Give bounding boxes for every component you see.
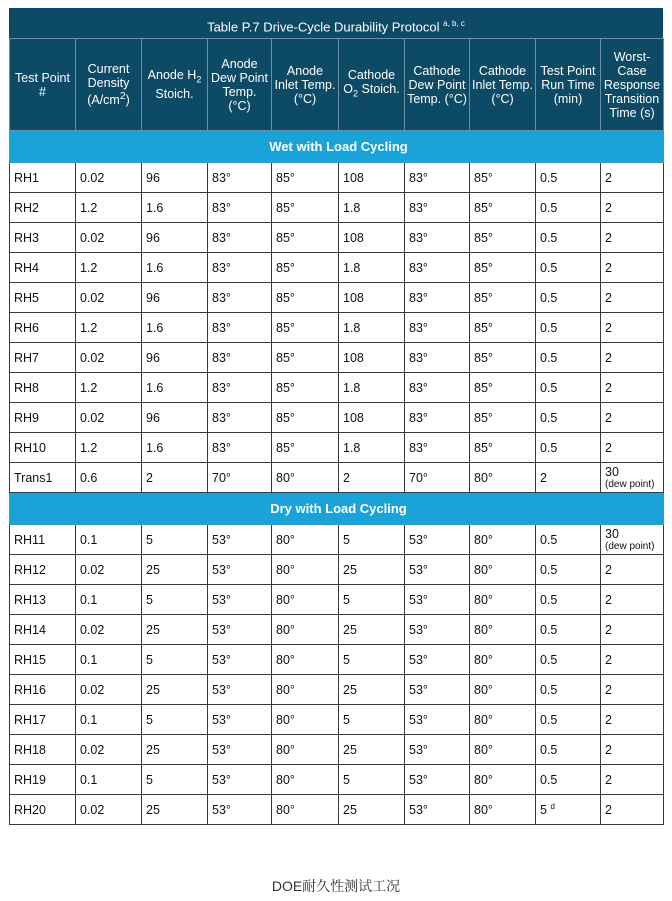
table-cell: 0.02	[76, 403, 142, 433]
table-row	[10, 585, 664, 615]
table-cell: 2	[601, 373, 664, 403]
table-cell: 53°	[405, 705, 470, 735]
table-cell: 25	[142, 735, 208, 765]
table-cell: 83°	[405, 373, 470, 403]
table-cell: 83°	[405, 343, 470, 373]
table-cell: 5	[142, 645, 208, 675]
table-cell: 108	[339, 163, 405, 193]
table-cell: 1.2	[76, 313, 142, 343]
table-cell: RH20	[10, 795, 76, 825]
table-cell: 53°	[405, 675, 470, 705]
table-cell: 80°	[272, 555, 339, 585]
table-row	[10, 313, 664, 343]
column-header-text-suffix: Stoich.	[358, 82, 400, 97]
table-cell: 80°	[470, 705, 536, 735]
cell-value: 30	[605, 464, 619, 479]
table-cell: 2	[339, 463, 405, 493]
table-cell: 83°	[208, 283, 272, 313]
table-cell: 2	[601, 283, 664, 313]
table-row	[10, 463, 664, 493]
table-title-text: Table P.7 Drive-Cycle Durability Protocol	[207, 19, 440, 35]
table-cell: 80°	[272, 795, 339, 825]
table-row	[10, 525, 664, 555]
cell-value: 30	[605, 526, 619, 541]
table-cell: 5	[339, 765, 405, 795]
table-cell: 70°	[208, 463, 272, 493]
column-header	[339, 39, 405, 131]
table-cell: RH7	[10, 343, 76, 373]
table-cell: 1.8	[339, 433, 405, 463]
table-cell: 53°	[208, 705, 272, 735]
table-cell: 85°	[272, 223, 339, 253]
table-cell: 96	[142, 403, 208, 433]
table-cell: 80°	[272, 615, 339, 645]
table-row	[10, 193, 664, 223]
table-cell: RH15	[10, 645, 76, 675]
table-cell: 108	[339, 343, 405, 373]
table-cell: 0.02	[76, 343, 142, 373]
table-cell: 0.1	[76, 705, 142, 735]
table-cell: RH11	[10, 525, 76, 555]
table-cell: 0.5	[536, 615, 601, 645]
table-cell: 53°	[405, 795, 470, 825]
table-cell: 53°	[208, 555, 272, 585]
cell-value: 5	[540, 803, 547, 818]
column-header-text: Anode H	[147, 68, 197, 83]
table-cell: 80°	[272, 675, 339, 705]
table-cell: 25	[339, 795, 405, 825]
table-row	[10, 675, 664, 705]
table-cell: 85°	[272, 193, 339, 223]
table-cell: 83°	[405, 253, 470, 283]
table-cell: 83°	[405, 313, 470, 343]
table-cell: 80°	[272, 735, 339, 765]
table-cell: 85°	[470, 283, 536, 313]
table-cell: RH2	[10, 193, 76, 223]
table-row	[10, 403, 664, 433]
table-cell: 1.8	[339, 313, 405, 343]
table-cell: 1.2	[76, 433, 142, 463]
table-cell: 80°	[470, 735, 536, 765]
cell-footnote: d	[550, 801, 555, 811]
table-cell: 80°	[470, 615, 536, 645]
table-cell: 53°	[405, 645, 470, 675]
table-cell: 2	[601, 555, 664, 585]
table-cell: 5	[339, 585, 405, 615]
table-cell: 0.5	[536, 585, 601, 615]
table-cell: 2	[601, 223, 664, 253]
column-header	[470, 39, 536, 131]
table-cell: 83°	[208, 373, 272, 403]
table-cell: 53°	[208, 795, 272, 825]
table-cell: 25	[339, 615, 405, 645]
table-cell: 108	[339, 283, 405, 313]
table-cell: 25	[339, 555, 405, 585]
table-row	[10, 433, 664, 463]
table-cell: RH10	[10, 433, 76, 463]
table-cell: 53°	[208, 585, 272, 615]
table-cell: 83°	[405, 433, 470, 463]
column-header	[405, 39, 470, 131]
table-cell: 80°	[272, 645, 339, 675]
table-cell: 2	[601, 615, 664, 645]
table-cell: 1.2	[76, 193, 142, 223]
table-cell: 53°	[405, 615, 470, 645]
column-header-text: Current Density (A/cm	[87, 61, 130, 108]
table-cell: 0.1	[76, 525, 142, 555]
table-cell: 1.6	[142, 313, 208, 343]
table-cell: 2	[601, 253, 664, 283]
cell-note: (dew point)	[605, 478, 655, 490]
table-cell: 2	[601, 645, 664, 675]
table-cell: 2	[601, 795, 664, 825]
table-cell: 2	[536, 463, 601, 493]
table-cell: 2	[601, 585, 664, 615]
table-cell: 5	[142, 765, 208, 795]
table-row	[10, 163, 664, 193]
table-cell: 80°	[470, 555, 536, 585]
table-cell: 80°	[470, 795, 536, 825]
table-cell: 85°	[470, 163, 536, 193]
column-header-text-suffix: )	[125, 93, 130, 108]
table-cell: 80°	[470, 463, 536, 493]
section-row	[10, 131, 664, 163]
table-cell: 53°	[208, 615, 272, 645]
table-cell: 0.02	[76, 615, 142, 645]
table-cell: 2	[601, 163, 664, 193]
table-row	[10, 283, 664, 313]
table-row	[10, 735, 664, 765]
table-cell: RH1	[10, 163, 76, 193]
table-row	[10, 555, 664, 585]
table-cell: 70°	[405, 463, 470, 493]
table-cell: 0.02	[76, 795, 142, 825]
table-cell: RH13	[10, 585, 76, 615]
table-row	[10, 765, 664, 795]
table-cell: 85°	[272, 373, 339, 403]
section-label: Wet with Load Cycling	[10, 131, 664, 163]
table-cell: 85°	[272, 403, 339, 433]
table-cell: 0.5	[536, 163, 601, 193]
table-cell: 0.5	[536, 675, 601, 705]
column-header-text: Test Point #	[15, 70, 70, 99]
durability-protocol-table	[9, 38, 664, 825]
table-header-row	[10, 39, 664, 131]
table-row	[10, 705, 664, 735]
column-header-superscript: 2	[119, 90, 126, 102]
table-row	[10, 343, 664, 373]
column-header	[10, 39, 76, 131]
column-header	[272, 39, 339, 131]
table-cell: 2	[601, 705, 664, 735]
table-cell: 0.1	[76, 585, 142, 615]
table-cell: 1.6	[142, 373, 208, 403]
table-cell: 0.5	[536, 253, 601, 283]
table-cell: 25	[142, 675, 208, 705]
table-cell: 25	[142, 615, 208, 645]
table-cell: 0.02	[76, 223, 142, 253]
table-cell: 96	[142, 283, 208, 313]
table-row	[10, 615, 664, 645]
table-cell: 0.5	[536, 433, 601, 463]
table-cell: 80°	[272, 765, 339, 795]
table-cell: RH3	[10, 223, 76, 253]
figure-caption: DOE耐久性测试工况	[271, 878, 401, 894]
table-cell: 0.02	[76, 163, 142, 193]
table-cell: 80°	[470, 675, 536, 705]
table-cell: 96	[142, 343, 208, 373]
table-cell: 25	[142, 555, 208, 585]
table-cell: 2	[601, 313, 664, 343]
table-cell: 0.5	[536, 283, 601, 313]
column-header-text-suffix: Stoich.	[155, 86, 194, 101]
table-cell: 96	[142, 223, 208, 253]
table-row	[10, 795, 664, 825]
table-cell: 25	[339, 735, 405, 765]
table-cell: 85°	[470, 373, 536, 403]
table-cell: 83°	[208, 433, 272, 463]
table-cell: RH4	[10, 253, 76, 283]
table-cell: 83°	[405, 163, 470, 193]
table-cell: 80°	[272, 585, 339, 615]
column-header	[601, 39, 664, 131]
table-cell: 85°	[272, 313, 339, 343]
column-header-text: Cathode Inlet Temp. (°C)	[472, 63, 533, 106]
table-cell: 85°	[272, 283, 339, 313]
table-cell: 83°	[208, 313, 272, 343]
table-cell: RH14	[10, 615, 76, 645]
table-cell: Trans1	[10, 463, 76, 493]
table-cell: 0.5	[536, 765, 601, 795]
table-cell: 0.6	[76, 463, 142, 493]
table-cell: 80°	[272, 463, 339, 493]
table-cell: RH6	[10, 313, 76, 343]
column-header	[208, 39, 272, 131]
table-cell: 85°	[470, 433, 536, 463]
table-cell: 2	[601, 675, 664, 705]
table-cell: 53°	[405, 525, 470, 555]
table-cell: 1.6	[142, 433, 208, 463]
table-cell: 53°	[208, 525, 272, 555]
table-cell: 0.5	[536, 735, 601, 765]
table-cell: 2	[601, 343, 664, 373]
table-cell: 0.5	[536, 223, 601, 253]
table-cell: 53°	[208, 645, 272, 675]
column-header	[142, 39, 208, 131]
column-header-text: Cathode O	[343, 68, 396, 97]
table-cell: 2	[601, 403, 664, 433]
table-cell: 1.6	[142, 193, 208, 223]
table-cell: 0.5	[536, 313, 601, 343]
table-cell: 83°	[208, 253, 272, 283]
table-cell: 85°	[470, 343, 536, 373]
table-cell: 80°	[470, 585, 536, 615]
table-cell: 0.5	[536, 343, 601, 373]
table-cell: 25	[339, 675, 405, 705]
table-cell: 85°	[272, 433, 339, 463]
section-label: Dry with Load Cycling	[10, 493, 664, 525]
table-row	[10, 253, 664, 283]
column-header-text: Anode Dew Point Temp. (°C)	[211, 56, 268, 113]
table-cell: 83°	[405, 223, 470, 253]
table-cell: RH16	[10, 675, 76, 705]
table-cell: 5	[339, 525, 405, 555]
table-cell: 0.02	[76, 283, 142, 313]
table-cell: 5	[142, 705, 208, 735]
table-cell: 85°	[272, 163, 339, 193]
table-cell	[601, 463, 664, 493]
table-cell: 80°	[470, 645, 536, 675]
table-cell: 0.5	[536, 645, 601, 675]
table-row	[10, 223, 664, 253]
table-cell: RH5	[10, 283, 76, 313]
table-cell: 83°	[208, 343, 272, 373]
table-cell: 1.2	[76, 373, 142, 403]
table-cell: 96	[142, 163, 208, 193]
table-cell: 85°	[272, 253, 339, 283]
cell-note: (dew point)	[605, 540, 655, 552]
table-cell: 83°	[208, 223, 272, 253]
table-cell: 53°	[405, 735, 470, 765]
table-cell: RH9	[10, 403, 76, 433]
table-cell: 53°	[208, 675, 272, 705]
table-cell: RH19	[10, 765, 76, 795]
table-cell: RH12	[10, 555, 76, 585]
table-cell: 85°	[470, 223, 536, 253]
column-header-text: Anode Inlet Temp. (°C)	[274, 63, 336, 106]
table-cell	[601, 525, 664, 555]
table-cell: 2	[601, 193, 664, 223]
table-cell: 0.5	[536, 555, 601, 585]
table-cell	[536, 795, 601, 825]
column-header-subscript: 2	[196, 74, 202, 85]
table-cell: 0.5	[536, 525, 601, 555]
table-cell: RH18	[10, 735, 76, 765]
table-body	[10, 131, 664, 825]
table-cell: 0.5	[536, 373, 601, 403]
column-header-text: Cathode Dew Point Temp. (°C)	[407, 63, 467, 106]
table-cell: 85°	[272, 343, 339, 373]
table-cell: 1.8	[339, 193, 405, 223]
table-cell: 1.2	[76, 253, 142, 283]
table-cell: 53°	[208, 735, 272, 765]
table-cell: 83°	[405, 403, 470, 433]
table-cell: RH8	[10, 373, 76, 403]
table-cell: 85°	[470, 193, 536, 223]
column-header	[536, 39, 601, 131]
table-cell: 83°	[208, 163, 272, 193]
table-title-footnotes: a, b, c	[443, 19, 465, 28]
table-row	[10, 645, 664, 675]
table-cell: 2	[601, 735, 664, 765]
section-row	[10, 493, 664, 525]
table-cell: 0.5	[536, 403, 601, 433]
table-cell: 0.02	[76, 675, 142, 705]
table-cell: 0.02	[76, 555, 142, 585]
table-title	[9, 8, 663, 38]
table-cell: 2	[601, 765, 664, 795]
table-cell: 108	[339, 403, 405, 433]
table-row	[10, 373, 664, 403]
table-cell: 1.6	[142, 253, 208, 283]
table-cell: 53°	[405, 585, 470, 615]
column-header	[76, 39, 142, 131]
table-cell: 0.1	[76, 645, 142, 675]
protocol-table-container	[9, 8, 663, 825]
column-header-text: Test Point Run Time (min)	[540, 63, 596, 106]
table-cell: 80°	[272, 705, 339, 735]
table-cell: 53°	[405, 765, 470, 795]
table-cell: 0.1	[76, 765, 142, 795]
table-cell: 108	[339, 223, 405, 253]
column-header-text: Worst-Case Response Transition Time (s)	[603, 49, 661, 120]
table-cell: 5	[339, 705, 405, 735]
table-cell: 1.8	[339, 253, 405, 283]
table-cell: 83°	[405, 193, 470, 223]
table-cell: RH17	[10, 705, 76, 735]
table-cell: 53°	[208, 765, 272, 795]
table-cell: 80°	[470, 765, 536, 795]
table-cell: 1.8	[339, 373, 405, 403]
table-cell: 25	[142, 795, 208, 825]
table-cell: 5	[142, 585, 208, 615]
table-cell: 0.02	[76, 735, 142, 765]
table-cell: 83°	[405, 283, 470, 313]
table-cell: 83°	[208, 403, 272, 433]
table-cell: 5	[142, 525, 208, 555]
table-cell: 80°	[470, 525, 536, 555]
table-cell: 2	[142, 463, 208, 493]
table-cell: 83°	[208, 193, 272, 223]
table-cell: 0.5	[536, 705, 601, 735]
column-header-subscript: 2	[353, 88, 359, 99]
table-cell: 80°	[272, 525, 339, 555]
table-cell: 53°	[405, 555, 470, 585]
table-cell: 0.5	[536, 193, 601, 223]
table-cell: 85°	[470, 403, 536, 433]
table-cell: 5	[339, 645, 405, 675]
table-cell: 85°	[470, 253, 536, 283]
table-cell: 85°	[470, 313, 536, 343]
table-cell: 2	[601, 433, 664, 463]
